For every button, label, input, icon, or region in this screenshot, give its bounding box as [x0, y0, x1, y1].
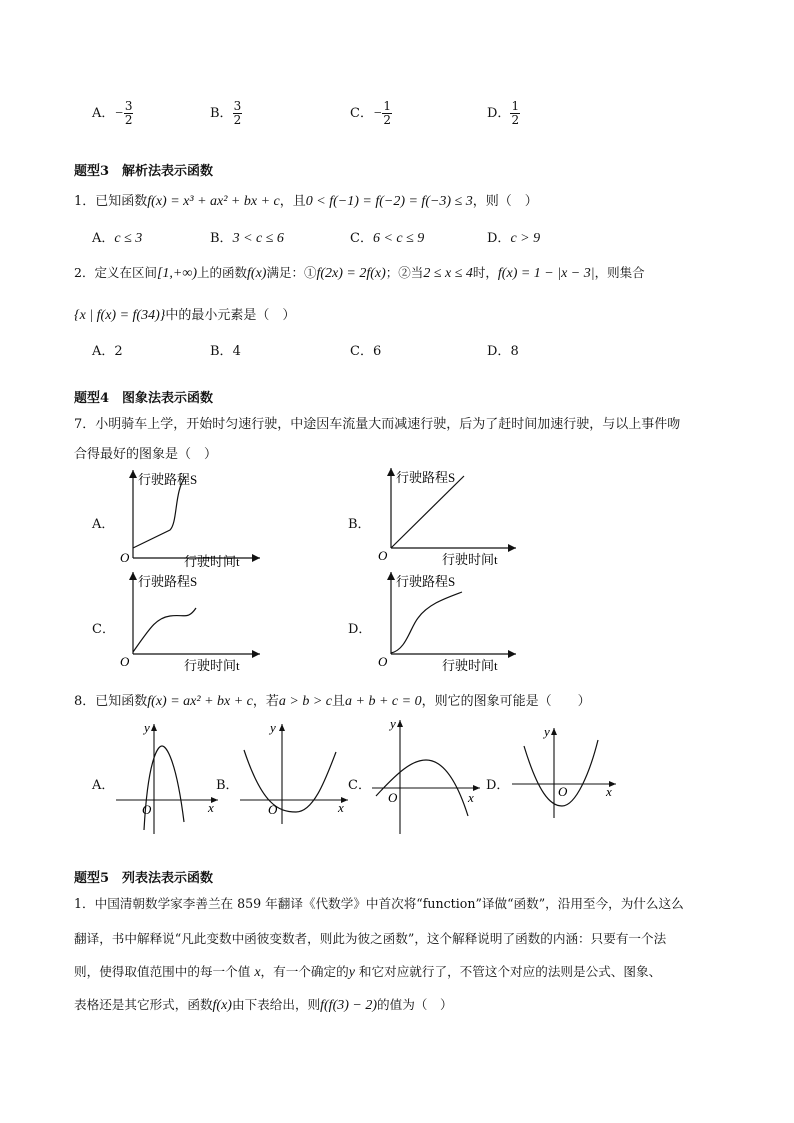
- parabola: [244, 750, 336, 812]
- q8-graph-b: [236, 718, 356, 828]
- stem-text: ，有一个确定的: [260, 964, 349, 979]
- stem-text: ，则（ ）: [472, 194, 538, 209]
- y-axis-arrow: [151, 724, 157, 731]
- stem-text: 的值为（ ）: [377, 997, 453, 1012]
- option-label: B．: [210, 231, 233, 246]
- y-axis-label: 行驶路程S: [396, 470, 456, 485]
- q8-option-d-label: D．: [486, 778, 510, 793]
- denominator: 2: [124, 113, 133, 127]
- x-axis-arrow: [252, 650, 260, 658]
- s3-q2-line2: [74, 304, 295, 324]
- q8-option-b-label: B．: [216, 778, 239, 793]
- s3-q1-option-b: [210, 227, 284, 247]
- y-axis-label: 行驶路程S: [138, 472, 198, 487]
- stem-text: 由下表给出，则: [231, 997, 321, 1012]
- option-label: A．: [92, 106, 115, 121]
- y-label: y: [144, 720, 150, 735]
- option-label: C．: [350, 344, 373, 359]
- x-axis-arrow: [252, 554, 260, 562]
- option-label: D．: [487, 231, 511, 246]
- q7-option-d-label: D．: [348, 622, 372, 637]
- option-sign: −: [114, 106, 124, 121]
- s4-q7-line1: 7．小明骑车上学，开始时匀速行驶，中途因车流量大而减速行驶，后为了赶时间加速行驶，与以上事件吻: [74, 417, 681, 432]
- stem-text: 1．已知函数: [74, 194, 148, 209]
- top-option-d: [487, 100, 520, 127]
- origin-label: O: [120, 550, 130, 565]
- s3-q1-stem: [74, 190, 538, 210]
- s4-q8-stem: [74, 690, 591, 710]
- q7-option-b-label: B．: [348, 517, 371, 532]
- option-text: c ≤ 3: [114, 231, 143, 246]
- option-text: 6 < c ≤ 9: [372, 231, 425, 246]
- option-label: C．: [350, 106, 373, 121]
- x-axis-label: 行驶时间t: [442, 552, 498, 567]
- formula: f(x) = x³ + ax² + bx + c: [147, 194, 280, 209]
- option-text: 3 < c ≤ 6: [232, 231, 284, 246]
- line: [391, 476, 464, 548]
- q8-option-c-label: C．: [348, 778, 371, 793]
- q7-graph-b: [370, 462, 520, 572]
- stem-text: 则，使得取值范围中的每一个值: [74, 964, 255, 979]
- curve: [391, 592, 462, 653]
- stem-text: 上的函数: [197, 265, 248, 280]
- stem-text: 2．定义在区间: [74, 265, 157, 280]
- s5-q1-line2: 翻译，书中解释说“凡此变数中函彼变数者，则此为彼之函数”，这个解释说明了函数的内涵：只要有一个法: [74, 931, 667, 946]
- x-label: x: [606, 784, 612, 799]
- x-label: x: [468, 790, 474, 805]
- parabola: [144, 746, 184, 830]
- numerator: 3: [233, 99, 242, 113]
- option-label: C．: [350, 231, 373, 246]
- s5-q1-line4: [74, 994, 453, 1014]
- s3-q1-option-c: [350, 227, 424, 247]
- y-axis-label: 行驶路程S: [396, 574, 456, 589]
- function-symbol: f(x): [247, 266, 267, 281]
- stem-text: ，且: [279, 194, 306, 209]
- stem-text: 满足：①: [266, 265, 317, 280]
- origin-label: O: [268, 802, 278, 817]
- q8-option-a-label: A．: [92, 778, 115, 793]
- function-symbol: f(x): [212, 998, 232, 1013]
- x-axis-label: 行驶时间t: [184, 658, 240, 673]
- q8-graph-a: [114, 718, 224, 838]
- s5-q1-line3: [74, 961, 661, 981]
- section-3-title: 题型3 解析法表示函数: [74, 164, 214, 179]
- option-label: B．: [210, 344, 233, 359]
- top-option-a: [92, 100, 133, 127]
- s3-q2-line1: [74, 263, 645, 282]
- stem-text: 和它对应就行了，不管这个对应的法则是公式、图象、: [354, 964, 662, 979]
- condition: 0 < f(−1) = f(−2) = f(−3) ≤ 3: [305, 194, 473, 209]
- option-label: D．: [487, 344, 511, 359]
- condition-2: a + b + c = 0: [345, 694, 422, 709]
- variable-y: y: [348, 965, 355, 980]
- stem-text: 表格还是其它形式，函数: [74, 997, 213, 1012]
- s3-q2-option-a: [92, 340, 123, 359]
- stem-text: ，若: [252, 694, 279, 709]
- option-text: 6: [372, 344, 382, 359]
- s3-q1-option-d: [487, 227, 540, 247]
- stem-text: 时，: [472, 265, 498, 280]
- denominator: 2: [511, 113, 520, 127]
- fraction: [233, 100, 243, 127]
- stem-text: ，则它的图象可能是（ ）: [421, 694, 591, 709]
- condition-1: a > b > c: [278, 694, 333, 709]
- curve: [133, 608, 196, 652]
- origin-label: O: [378, 654, 388, 669]
- s4-q7-line2: 合得最好的图象是（ ）: [74, 447, 218, 462]
- stem-text: ；②当: [385, 265, 424, 280]
- option-text: 8: [510, 344, 519, 359]
- fraction: [382, 100, 392, 127]
- y-axis-arrow: [551, 728, 557, 735]
- q7-graph-a: [112, 462, 262, 572]
- y-label: y: [270, 720, 276, 735]
- q7-graph-c: [112, 566, 262, 676]
- option-text: 4: [232, 344, 241, 359]
- numerator: 1: [511, 99, 520, 113]
- fraction: [510, 100, 520, 127]
- q8-graph-c: [368, 714, 488, 838]
- option-text: 2: [114, 344, 123, 359]
- origin-label: O: [388, 790, 398, 805]
- stem-text: 中的最小元素是（ ）: [165, 308, 296, 323]
- top-option-c: [350, 100, 392, 127]
- origin-label: O: [558, 784, 568, 799]
- option-label: B．: [210, 106, 233, 121]
- x-axis-arrow: [508, 650, 516, 658]
- s5-q1-line1: 1．中国清朝数学家李善兰在 859 年翻译《代数学》中首次将“function”译做“函数”，沿用至今，为什么这么: [74, 896, 684, 911]
- stem-text: 8．已知函数: [74, 694, 148, 709]
- y-axis-arrow: [129, 572, 137, 580]
- set-expression: {x | f(x) = f(34)}: [74, 308, 166, 323]
- q7-option-c-label: C．: [92, 622, 115, 637]
- denominator: 2: [233, 113, 242, 127]
- s3-q2-option-d: [487, 340, 519, 359]
- interval: [1,+∞): [156, 266, 198, 281]
- numerator: 3: [124, 99, 133, 113]
- option-label: A．: [92, 231, 115, 246]
- formula: f(x) = ax² + bx + c: [147, 694, 253, 709]
- condition-1: f(2x) = 2f(x): [316, 266, 386, 281]
- option-sign: −: [372, 106, 383, 121]
- q7-graph-d: [370, 566, 520, 676]
- expression: f(f(3) − 2): [320, 998, 377, 1013]
- fraction: [124, 100, 134, 127]
- q8-graph-d: [510, 722, 622, 822]
- x-label: x: [338, 800, 344, 815]
- option-label: D．: [487, 106, 511, 121]
- option-text: c > 9: [510, 231, 541, 246]
- section-4-title: 题型4 图象法表示函数: [74, 391, 214, 406]
- origin-label: O: [120, 654, 130, 669]
- option-label: A．: [92, 344, 115, 359]
- variable-x: x: [254, 965, 261, 980]
- s3-q1-option-a: [92, 227, 142, 247]
- y-axis-arrow: [387, 468, 395, 476]
- y-axis-arrow: [397, 720, 403, 727]
- top-option-b: [210, 100, 242, 127]
- y-label: y: [544, 724, 550, 739]
- s3-q2-option-c: [350, 340, 381, 359]
- condition-3: f(x) = 1 − |x − 3|: [497, 266, 595, 281]
- x-axis-arrow: [508, 544, 516, 552]
- y-label: y: [390, 716, 396, 731]
- numerator: 1: [383, 99, 392, 113]
- x-axis-label: 行驶时间t: [442, 658, 498, 673]
- q7-option-a-label: A．: [92, 517, 115, 532]
- origin-label: O: [378, 548, 388, 563]
- y-axis-label: 行驶路程S: [138, 574, 198, 589]
- section-5-title: 题型5 列表法表示函数: [74, 871, 214, 886]
- y-axis-arrow: [387, 572, 395, 580]
- condition-2: 2 ≤ x ≤ 4: [423, 266, 473, 281]
- s3-q2-option-b: [210, 340, 241, 359]
- x-axis-label: 行驶时间t: [184, 554, 240, 569]
- y-axis-arrow: [279, 724, 285, 731]
- y-axis-arrow: [129, 470, 137, 478]
- stem-text: ，则集合: [594, 265, 645, 280]
- denominator: 2: [383, 113, 392, 127]
- x-label: x: [208, 800, 214, 815]
- stem-text: 且: [332, 694, 346, 709]
- origin-label: O: [142, 802, 152, 817]
- x-axis-arrow: [473, 785, 480, 791]
